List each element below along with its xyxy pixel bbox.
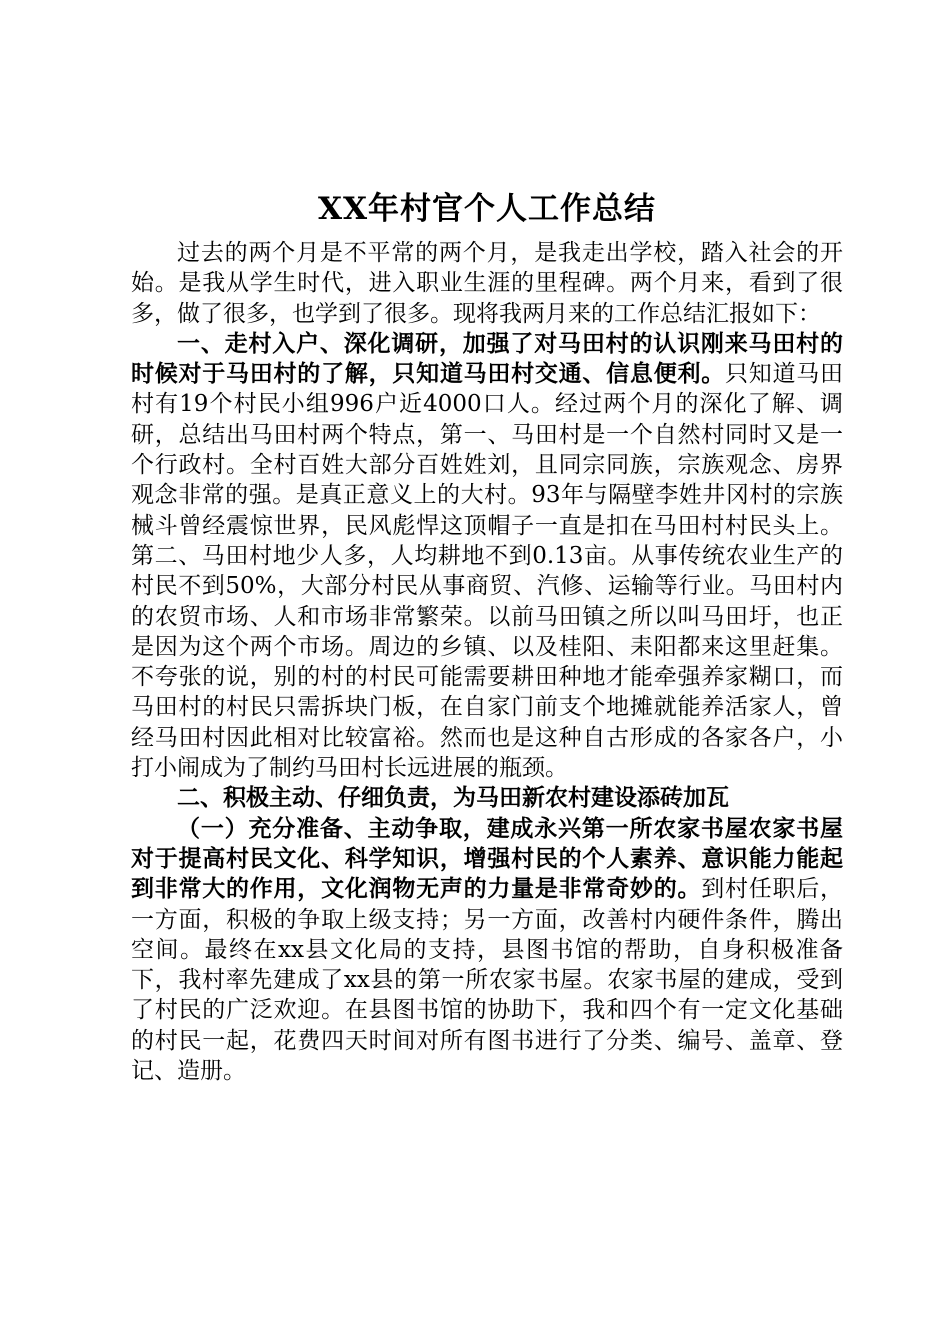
intro-paragraph: [131, 238, 843, 329]
document-body: [131, 186, 843, 1086]
section2-heading: 二、积极主动、仔细负责，为马田新农村建设添砖加瓦: [177, 784, 729, 812]
document-title: XX年村官个人工作总结: [317, 191, 657, 227]
subsection1-paragraph: [131, 814, 843, 1087]
section1-paragraph: [131, 329, 843, 783]
section1-body: 只知道马田村有19个村民小组996户近4000口人。经过两个月的深化了解、调研，总结出马田村两个特点，第一、马田村是一个自然村同时又是一个行政村。全村百姓大部分百姓姓刘，且同宗同族，宗族观念、房界观念非常的强。是真正意义上的大村。93年与隔壁李姓井冈村的宗族械斗曾经震惊世界，民风彪悍这顶帽子一直是扣在马田村村民头上。第二、马田村地少人多，人均耕地不到0.13亩。从事传统农业生产的村民不到50%，大部分村民从事商贸、汽修、运输等行业。马田村内的农贸市场、人和市场非常繁荣。以前马田镇之所以叫马田圩，也正是因为这个两个市场。周边的乡镇、以及桂阳、耒阳都来这里赶集。不夸张的说，别的村的村民可能需要耕田种地才能牵强养家糊口，而马田村的村民只需拆块门板，在自家门前支个地摊就能养活家人，曾经马田村因此相对比较富裕。然而也是这种自古形成的各家各户，小打小闹成为了制约马田村长远进展的瓶颈。: [131, 361, 844, 782]
subsection1-heading: （一）充分准备、主动争取，建成永兴第一所农家书屋农家书屋对于提高村民文化、科学知识，增强村民的个人素养、意识能力能起到非常大的作用，文化润物无声的力量是非常奇妙的。: [131, 814, 843, 903]
subsection1-body: 到村任职后，一方面，积极的争取上级支持；另一方面，改善村内硬件条件，腾出空间。最终在xx县文化局的支持，县图书馆的帮助，自身积极准备下，我村率先建成了xx县的第一所农家书屋。农家书屋的建成，受到了村民的广泛欢迎。在县图书馆的协助下，我和四个有一定文化基础的村民一起，花费四天时间对所有图书进行了分类、编号、盖章、登记、造册。: [131, 876, 844, 1085]
section1-heading: 一、走村入户、深化调研，加强了对马田村的认识刚来马田村的时候对于马田村的了解，只知道马田村交通、信息便利。: [131, 329, 843, 388]
intro-text: 过去的两个月是不平常的两个月，是我走出学校，踏入社会的开始。是我从学生时代，进入职业生涯的里程碑。两个月来，看到了很多，做了很多，也学到了很多。现将我两月来的工作总结汇报如下：: [131, 240, 843, 327]
section2-paragraph: [131, 783, 843, 813]
